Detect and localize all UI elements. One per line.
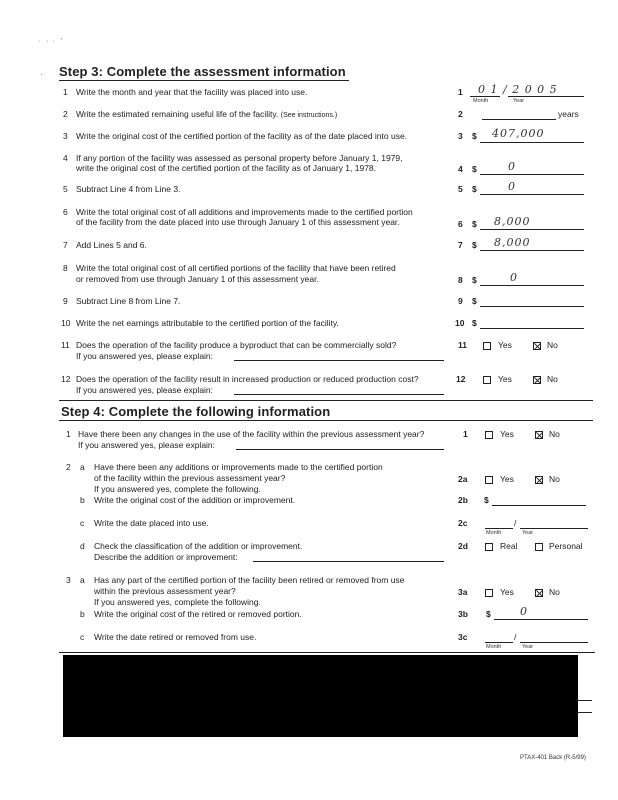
line-4-field [480,174,584,175]
step3-item-6-text2: of the facility from the date placed into use through January 1 of this assessment year. [76,217,400,227]
step3-item-11-number: 11 [61,340,70,350]
line-7-label: 7 [458,240,463,250]
step4-q2b-label: 2b [458,495,468,505]
useful-life-field[interactable] [482,119,556,120]
step4-q1-explain-field[interactable] [236,449,444,450]
years-label: years [558,109,579,119]
line-10-currency: $ [472,318,477,328]
step4-q3a-no-checkbox[interactable] [535,589,543,597]
step4-q3b-currency: $ [486,609,491,619]
step3-item-4-text2: write the original cost of the certified portion of the facility as of January 1, 1978. [76,163,377,173]
line-11-explain-field[interactable] [234,360,444,361]
step4-q2d-personal-label: Personal [549,541,583,551]
step3-item-7-number: 7 [63,240,68,250]
step4-q3a-text: Has any part of the certified portion of the facility been retired or removed from use [94,575,405,585]
step4-q2a-no-checkbox[interactable] [535,476,543,484]
step3-item-8-text: Write the total original cost of all certified portions of the facility that have been retired [76,263,396,273]
step3-item-12-text: Does the operation of the facility result in increased production or reduced production cost? [76,374,419,384]
step4-q1-text: Have there been any changes in the use of the facility within the previous assessment year? [78,429,425,439]
line-8-label: 8 [458,275,463,285]
line-10-field[interactable] [480,328,584,329]
step3-item-4-text: If any portion of the facility was assessed as personal property before January 1, 1979, [76,153,403,163]
step4-q2d-personal-checkbox[interactable] [535,543,543,551]
step4-q2c-letter: c [80,518,85,528]
step4-q3a-yes-label: Yes [500,587,514,597]
step4-q1-text2: If you answered yes, please explain: [78,440,216,450]
step3-item-10-number: 10 [61,318,71,328]
line-9-currency: $ [472,296,477,306]
step4-q3b-letter: b [80,609,85,619]
line-11-yes-label: Yes [498,340,512,350]
step4-q2b-field[interactable] [492,505,586,506]
step4-top-rule [59,400,593,401]
step3-item-3-number: 3 [63,131,68,141]
step4-q2a-letter: a [80,462,85,472]
step4-q3-number: 3 [66,575,71,585]
redacted-edge-rule-2 [578,712,592,713]
line-12-yes-checkbox[interactable] [483,376,491,384]
line-12-yes-label: Yes [498,374,512,384]
step4-title: Step 4: Complete the following information [61,404,331,419]
step4-q3c-text: Write the date retired or removed from use. [94,632,257,642]
month-underline [470,96,500,97]
step3-item-1-number: 1 [63,87,68,97]
step3-item-11-text: Does the operation of the facility produce a byproduct that can be commercially sold? [76,340,397,350]
line-4-label: 4 [458,164,463,174]
step3-item-8-number: 8 [63,263,68,273]
line-7-value[interactable]: 8,000 [494,236,531,249]
redacted-edge-rule-1 [578,700,592,701]
month-label: Month [473,98,489,104]
line-5-label: 5 [458,184,463,194]
line-11-yes-checkbox[interactable] [483,342,491,350]
step4-q2d-text2: Describe the addition or improvement: [94,552,238,562]
step4-q3a-label: 3a [458,587,468,597]
step4-q3a-yes-checkbox[interactable] [485,589,493,597]
step4-q2a-yes-label: Yes [500,474,514,484]
step3-item-10-text: Write the net earnings attributable to the certified portion of the facility. [76,318,339,328]
step4-q2c-month-label: Month [486,530,502,536]
line-12-no-label: No [547,374,558,384]
step4-q3a-text3: If you answered yes, complete the following. [94,597,261,607]
step4-q2a-text3: If you answered yes, complete the following. [94,484,261,494]
step4-q2d-real-checkbox[interactable] [485,543,493,551]
line-5-currency: $ [472,184,477,194]
step4-q2a-text2: of the facility within the previous assessment year? [94,473,286,483]
step4-q1-number: 1 [66,429,71,439]
step4-q3b-value[interactable]: 0 [520,605,528,618]
step3-item-6-text: Write the total original cost of all additions and improvements made to the certified portion [76,207,413,217]
line-3-field [480,142,584,143]
step4-q2c-label: 2c [458,518,468,528]
step3-item-2-number: 2 [63,109,68,119]
year-label: Year [513,98,525,104]
line-4-value[interactable]: 0 [508,160,516,173]
line-6-label: 6 [458,219,463,229]
step4-q1-no-label: No [549,429,560,439]
line-5-field [480,194,584,195]
line-11-label: 11 [458,340,467,350]
step3-item-9-text: Subtract Line 8 from Line 7. [76,296,181,306]
placed-into-use-date-value[interactable]: 0 1 / 2 0 0 5 [478,83,558,96]
date-slash-2: / [514,632,517,642]
item-2-note: (See instructions.) [280,112,338,119]
step4-title-rule [59,420,593,421]
line-10-label: 10 [455,318,465,328]
date-slash: / [514,518,517,528]
line-11-no-label: No [547,340,558,350]
step4-q3b-label: 3b [458,609,468,619]
step3-item-11-text2: If you answered yes, please explain: [76,351,214,361]
step3-item-6-number: 6 [63,207,68,217]
line-9-label: 9 [458,296,463,306]
step4-q1-no-checkbox[interactable] [535,431,543,439]
item-2-main: Write the estimated remaining useful life of the facility. [76,109,279,119]
line-6-field [480,229,584,230]
scan-speck: · [40,70,43,79]
step3-item-9-number: 9 [63,296,68,306]
line-9-field[interactable] [480,306,584,307]
step3-item-1-text: Write the month and year that the facility was placed into use. [76,87,308,97]
step4-q2d-text: Check the classification of the addition or improvement. [94,541,303,551]
form-id: PTAX-401 Back (R-5/99) [520,755,586,761]
line-1-label: 1 [458,87,463,97]
step3-item-2-text [76,109,337,122]
step4-q2a-no-label: No [549,474,560,484]
step3-item-12-text2: If you answered yes, please explain: [76,385,214,395]
line-3-currency: $ [472,131,477,141]
step4-q3b-text: Write the original cost of the retired or removed portion. [94,609,302,619]
step3-item-5-number: 5 [63,184,68,194]
redacted-block [63,655,578,737]
line-6-value[interactable]: 8,000 [494,215,531,228]
step3-item-12-number: 12 [61,374,71,384]
step3-item-7-text: Add Lines 5 and 6. [76,240,147,250]
line-8-value[interactable]: 0 [510,271,518,284]
step4-q2a-yes-checkbox[interactable] [485,476,493,484]
step4-q2b-currency: $ [484,495,489,505]
step3-item-4-number: 4 [63,153,68,163]
step4-q1-yes-checkbox[interactable] [485,431,493,439]
year-underline [508,96,584,97]
step5-top-rule [59,652,595,653]
step4-q3a-text2: within the previous assessment year? [94,586,236,596]
step4-q2c-text: Write the date placed into use. [94,518,209,528]
line-2-label: 2 [458,109,463,119]
step4-q3a-letter: a [80,575,85,585]
step4-q3a-no-label: No [549,587,560,597]
step4-q2d-label: 2d [458,541,468,551]
line-7-field [480,250,584,251]
line-7-currency: $ [472,240,477,250]
line-12-explain-field[interactable] [234,394,444,395]
step4-q3c-month-field[interactable] [485,642,513,643]
step4-q2c-month-field[interactable] [485,528,513,529]
step4-q2c-year-label: Year [522,530,534,536]
line-3-value[interactable]: 407,000 [492,127,545,140]
step4-q3c-year-field[interactable] [520,642,588,643]
line-4-currency: $ [472,164,477,174]
step4-q3c-year-label: Year [522,644,534,650]
line-3-label: 3 [458,131,463,141]
step3-title-rule [59,80,349,81]
line-6-currency: $ [472,219,477,229]
step4-q2d-describe-field[interactable] [253,561,444,562]
step4-q3b-field [494,619,588,620]
step4-q2a-label: 2a [458,474,468,484]
step4-q2b-letter: b [80,495,85,505]
line-12-label: 12 [456,374,466,384]
step3-item-8-text2: or removed from use through January 1 of this assessment year. [76,274,319,284]
step4-q2b-text: Write the original cost of the addition or improvement. [94,495,296,505]
step4-q2-number: 2 [66,462,71,472]
step4-q2c-year-field[interactable] [520,528,588,529]
step4-q1-label: 1 [463,429,468,439]
line-5-value[interactable]: 0 [508,180,516,193]
step4-q2d-letter: d [80,541,85,551]
step4-q3c-month-label: Month [486,644,502,650]
step3-item-3-text: Write the original cost of the certified portion of the facility as of the date placed into use. [76,131,408,141]
step4-q2d-real-label: Real [500,541,518,551]
step4-q3c-letter: c [80,632,85,642]
line-11-no-checkbox[interactable] [533,342,541,350]
line-12-no-checkbox[interactable] [533,376,541,384]
scan-specks: · · · ' [38,38,62,45]
step4-q1-yes-label: Yes [500,429,514,439]
step3-title: Step 3: Complete the assessment information [59,64,346,79]
step3-item-5-text: Subtract Line 4 from Line 3. [76,184,181,194]
step4-q2a-text: Have there been any additions or improvements made to the certified portion [94,462,383,472]
step4-q3c-label: 3c [458,632,468,642]
line-8-field [480,285,584,286]
line-8-currency: $ [472,275,477,285]
